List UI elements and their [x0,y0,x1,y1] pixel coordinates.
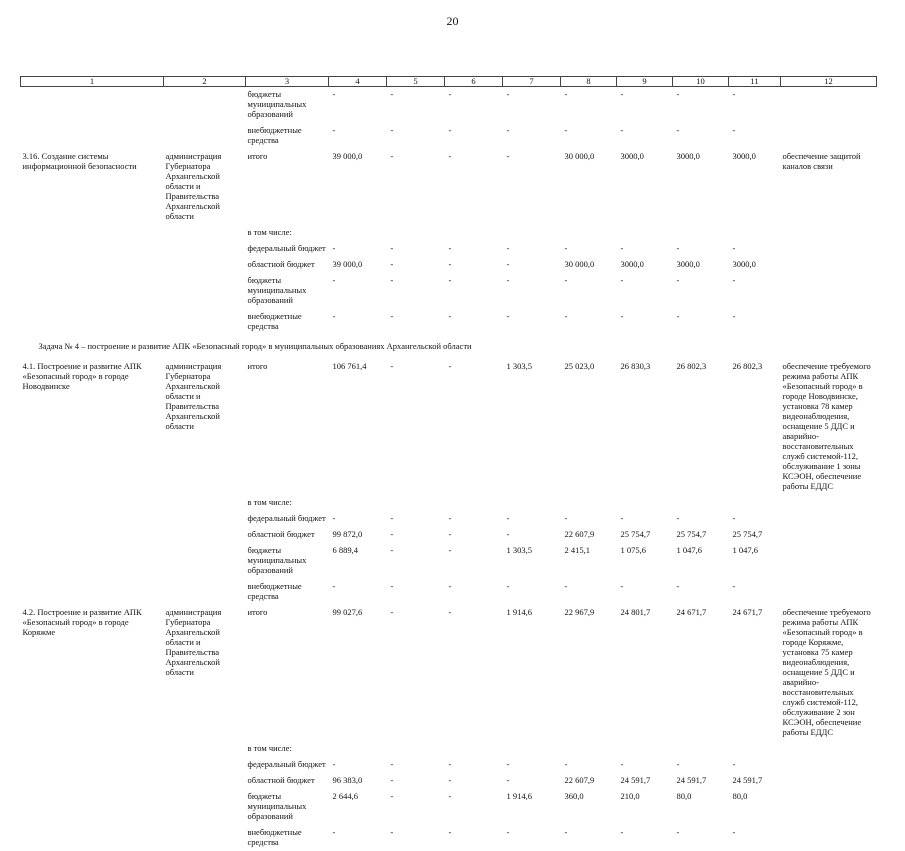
amount-cell: - [503,257,561,273]
result-cell [781,789,877,825]
amount-cell: - [729,273,781,309]
table-row [21,273,877,309]
executor-cell [164,789,246,825]
amount-cell: - [329,757,387,773]
amount-cell: 3000,0 [617,257,673,273]
executor-cell [164,87,246,124]
executor-cell [164,543,246,579]
amount-cell [617,495,673,511]
amount-cell [729,495,781,511]
funding-source-cell: областной бюджет [246,773,329,789]
amount-cell: - [673,579,729,605]
amount-cell [329,225,387,241]
executor-cell [164,579,246,605]
result-cell [781,741,877,757]
amount-cell [387,495,445,511]
table-row [21,241,877,257]
amount-cell: - [445,123,503,149]
amount-cell: 25 754,7 [673,527,729,543]
amount-cell: 1 075,6 [617,543,673,579]
amount-cell: - [445,579,503,605]
amount-cell: 1 303,5 [503,543,561,579]
table-row [21,789,877,825]
table-row [21,773,877,789]
amount-cell: - [503,241,561,257]
amount-cell: - [617,123,673,149]
amount-cell: 39 000,0 [329,149,387,225]
amount-cell: - [561,87,617,124]
amount-cell [445,495,503,511]
amount-cell: - [329,273,387,309]
table-row [21,257,877,273]
amount-cell: - [617,825,673,851]
amount-cell [445,225,503,241]
column-header: 4 [329,77,387,87]
amount-cell: - [561,825,617,851]
amount-cell: - [387,273,445,309]
amount-cell: - [503,273,561,309]
amount-cell: - [673,273,729,309]
amount-cell: - [673,241,729,257]
amount-cell: 26 802,3 [729,359,781,495]
measure-name-cell: 4.1. Построение и развитие АПК «Безопасный город» в городе Новодвинске [21,359,164,495]
table-row [21,527,877,543]
amount-cell: - [445,257,503,273]
result-cell [781,579,877,605]
amount-cell: - [329,511,387,527]
measure-name-cell [21,757,164,773]
amount-cell: - [503,579,561,605]
amount-cell: - [617,87,673,124]
amount-cell [329,741,387,757]
amount-cell: - [673,309,729,335]
table-row [21,605,877,741]
funding-source-cell: внебюджетные средства [246,579,329,605]
amount-cell: - [503,527,561,543]
result-cell [781,273,877,309]
table-header [21,77,877,87]
amount-cell: - [503,123,561,149]
amount-cell: - [387,773,445,789]
funding-source-cell: внебюджетные средства [246,123,329,149]
executor-cell [164,495,246,511]
amount-cell [387,225,445,241]
amount-cell: 24 591,7 [673,773,729,789]
amount-cell: - [673,123,729,149]
executor-cell: администрация Губернатора Архангельской области и Правительства Архангельской области [164,605,246,741]
amount-cell: - [445,359,503,495]
amount-cell: - [329,579,387,605]
funding-source-cell: итого [246,605,329,741]
result-cell [781,511,877,527]
funding-source-cell: федеральный бюджет [246,241,329,257]
executor-cell [164,257,246,273]
executor-cell [164,511,246,527]
funding-source-cell: бюджеты муниципальных образований [246,543,329,579]
amount-cell: 99 872,0 [329,527,387,543]
amount-cell: - [503,309,561,335]
column-header: 9 [617,77,673,87]
measure-name-cell [21,773,164,789]
page-number: 20 [0,14,905,29]
funding-source-cell: в том числе: [246,741,329,757]
amount-cell: - [729,825,781,851]
executor-cell [164,527,246,543]
executor-cell [164,273,246,309]
executor-cell [164,757,246,773]
executor-cell [164,773,246,789]
amount-cell: - [387,241,445,257]
result-cell [781,241,877,257]
table-row [21,123,877,149]
amount-cell: - [329,241,387,257]
amount-cell: - [329,123,387,149]
amount-cell: - [503,87,561,124]
result-cell [781,123,877,149]
amount-cell: 26 830,3 [617,359,673,495]
amount-cell [673,225,729,241]
amount-cell: - [503,511,561,527]
amount-cell: - [729,511,781,527]
amount-cell: - [445,273,503,309]
amount-cell: - [729,579,781,605]
amount-cell: 24 591,7 [617,773,673,789]
funding-source-cell: итого [246,359,329,495]
amount-cell: 1 914,6 [503,605,561,741]
funding-source-cell: федеральный бюджет [246,511,329,527]
amount-cell: - [561,579,617,605]
result-cell [781,825,877,851]
amount-cell: - [329,825,387,851]
amount-cell: - [445,543,503,579]
amount-cell [503,741,561,757]
column-header: 2 [164,77,246,87]
funding-source-cell: внебюджетные средства [246,309,329,335]
table-row [21,225,877,241]
amount-cell: - [561,757,617,773]
amount-cell: - [445,757,503,773]
amount-cell: - [673,757,729,773]
result-cell: обеспечение требуемого режима работы АПК «Безопасный город» в городе Новодвинске, установка 78 камер видеонаблюдения, оснащение 5 ДДС и аварийно-восстановительных служб системой-112, обслуживание 1 зоны КСЭОН, обеспечение работы ЕДДС [781,359,877,495]
measure-name-cell [21,257,164,273]
funding-source-cell: федеральный бюджет [246,757,329,773]
amount-cell: 96 383,0 [329,773,387,789]
result-cell [781,257,877,273]
amount-cell: - [503,757,561,773]
amount-cell: 25 754,7 [617,527,673,543]
funding-source-cell: бюджеты муниципальных образований [246,273,329,309]
column-header: 6 [445,77,503,87]
amount-cell: - [561,273,617,309]
amount-cell: - [329,87,387,124]
amount-cell: - [445,527,503,543]
amount-cell: 2 415,1 [561,543,617,579]
amount-cell: - [729,87,781,124]
amount-cell: - [387,149,445,225]
executor-cell: администрация Губернатора Архангельской области и Правительства Архангельской области [164,149,246,225]
amount-cell [329,495,387,511]
funding-source-cell: в том числе: [246,495,329,511]
table-row [21,359,877,495]
executor-cell: администрация Губернатора Архангельской области и Правительства Архангельской области [164,359,246,495]
result-cell [781,527,877,543]
amount-cell [561,741,617,757]
amount-cell: 80,0 [673,789,729,825]
amount-cell: - [387,579,445,605]
result-cell [781,87,877,124]
executor-cell [164,741,246,757]
amount-cell: 360,0 [561,789,617,825]
table-row [21,543,877,579]
amount-cell: 24 671,7 [729,605,781,741]
funding-source-cell: в том числе: [246,225,329,241]
amount-cell: - [387,123,445,149]
measure-name-cell [21,87,164,124]
amount-cell: 26 802,3 [673,359,729,495]
table-row [21,757,877,773]
executor-cell [164,225,246,241]
amount-cell: - [445,309,503,335]
amount-cell: 30 000,0 [561,257,617,273]
amount-cell: - [673,825,729,851]
amount-cell: - [387,789,445,825]
amount-cell: 24 591,7 [729,773,781,789]
amount-cell: - [445,773,503,789]
result-cell [781,225,877,241]
amount-cell [729,225,781,241]
table-row [21,741,877,757]
amount-cell: - [387,757,445,773]
measure-name-cell: 3.16. Создание системы информационной безопасности [21,149,164,225]
executor-cell [164,241,246,257]
amount-cell: - [387,257,445,273]
amount-cell: - [387,527,445,543]
measure-name-cell [21,309,164,335]
amount-cell: 106 761,4 [329,359,387,495]
amount-cell [617,741,673,757]
amount-cell: - [561,123,617,149]
amount-cell: - [387,605,445,741]
amount-cell: 3000,0 [729,257,781,273]
result-cell: обеспечение требуемого режима работы АПК «Безопасный город» в городе Коряжме, установка 75 камер видеонаблюдения, оснащение 5 ДДС и аварийно-восстановительных служб системой-112, обслуживание 2 зон КСЭОН, обеспечение работы ЕДДС [781,605,877,741]
executor-cell [164,123,246,149]
amount-cell: 24 671,7 [673,605,729,741]
amount-cell: 3000,0 [617,149,673,225]
amount-cell: - [617,579,673,605]
amount-cell: - [445,149,503,225]
column-header: 3 [246,77,329,87]
result-cell [781,757,877,773]
amount-cell [503,495,561,511]
table-row [21,825,877,851]
funding-source-cell: областной бюджет [246,527,329,543]
executor-cell [164,825,246,851]
measure-name-cell [21,579,164,605]
result-cell: обеспечение защитой каналов связи [781,149,877,225]
column-header: 12 [781,77,877,87]
table-row [21,579,877,605]
measure-name-cell [21,825,164,851]
measure-name-cell [21,543,164,579]
result-cell [781,495,877,511]
amount-cell: - [387,309,445,335]
amount-cell: 22 607,9 [561,773,617,789]
amount-cell: - [503,773,561,789]
measure-name-cell [21,741,164,757]
header-row [21,77,877,87]
amount-cell: - [445,511,503,527]
amount-cell: - [561,511,617,527]
amount-cell: - [673,87,729,124]
column-header: 10 [673,77,729,87]
executor-cell [164,309,246,335]
amount-cell: - [673,511,729,527]
amount-cell: - [387,87,445,124]
amount-cell: - [445,825,503,851]
amount-cell: - [503,825,561,851]
funding-source-cell: внебюджетные средства [246,825,329,851]
funding-source-cell: бюджеты муниципальных образований [246,789,329,825]
amount-cell [729,741,781,757]
table-row [21,149,877,225]
amount-cell: 39 000,0 [329,257,387,273]
amount-cell: - [617,757,673,773]
amount-cell [673,741,729,757]
funding-source-cell: бюджеты муниципальных образований [246,87,329,124]
funding-source-cell: итого [246,149,329,225]
column-header: 7 [503,77,561,87]
result-cell [781,543,877,579]
measure-name-cell [21,123,164,149]
amount-cell: - [617,511,673,527]
amount-cell [561,495,617,511]
column-header: 1 [21,77,164,87]
amount-cell [445,741,503,757]
amount-cell: - [729,241,781,257]
amount-cell: - [445,789,503,825]
amount-cell: - [729,309,781,335]
column-header: 5 [387,77,445,87]
amount-cell: - [617,241,673,257]
amount-cell: 25 023,0 [561,359,617,495]
amount-cell: - [387,825,445,851]
amount-cell [561,225,617,241]
measure-name-cell: 4.2. Построение и развитие АПК «Безопасный город» в городе Коряжме [21,605,164,741]
table-body [21,87,877,851]
amount-cell: 210,0 [617,789,673,825]
amount-cell [503,225,561,241]
amount-cell: 3000,0 [729,149,781,225]
measure-name-cell [21,273,164,309]
amount-cell: 3000,0 [673,257,729,273]
column-header: 11 [729,77,781,87]
amount-cell: 1 047,6 [729,543,781,579]
amount-cell: 30 000,0 [561,149,617,225]
amount-cell: - [329,309,387,335]
table-row [21,87,877,124]
amount-cell: - [503,149,561,225]
result-cell [781,309,877,335]
measure-name-cell [21,527,164,543]
amount-cell: 1 047,6 [673,543,729,579]
amount-cell: - [729,123,781,149]
budget-table [20,76,877,851]
amount-cell: - [445,87,503,124]
amount-cell: 3000,0 [673,149,729,225]
amount-cell: - [561,241,617,257]
amount-cell: 6 889,4 [329,543,387,579]
table-row [21,511,877,527]
amount-cell: - [561,309,617,335]
amount-cell: 25 754,7 [729,527,781,543]
amount-cell: 2 644,6 [329,789,387,825]
measure-name-cell [21,225,164,241]
amount-cell: 1 914,6 [503,789,561,825]
measure-name-cell [21,241,164,257]
amount-cell: 22 967,9 [561,605,617,741]
amount-cell: - [387,511,445,527]
task-row [21,335,877,359]
amount-cell: - [617,309,673,335]
amount-cell: - [445,605,503,741]
amount-cell: - [387,543,445,579]
measure-name-cell [21,789,164,825]
amount-cell: 1 303,5 [503,359,561,495]
amount-cell: - [445,241,503,257]
task-heading: Задача № 4 – построение и развитие АПК «Безопасный город» в муниципальных образованиях Архангельской области [21,335,877,359]
measure-name-cell [21,495,164,511]
amount-cell [673,495,729,511]
amount-cell: 80,0 [729,789,781,825]
amount-cell [617,225,673,241]
column-header: 8 [561,77,617,87]
table-row [21,309,877,335]
amount-cell: 22 607,9 [561,527,617,543]
amount-cell: - [617,273,673,309]
amount-cell: - [387,359,445,495]
measure-name-cell [21,511,164,527]
table-row [21,495,877,511]
result-cell [781,773,877,789]
amount-cell: 24 801,7 [617,605,673,741]
amount-cell: 99 027,6 [329,605,387,741]
funding-source-cell: областной бюджет [246,257,329,273]
amount-cell: - [729,757,781,773]
amount-cell [387,741,445,757]
